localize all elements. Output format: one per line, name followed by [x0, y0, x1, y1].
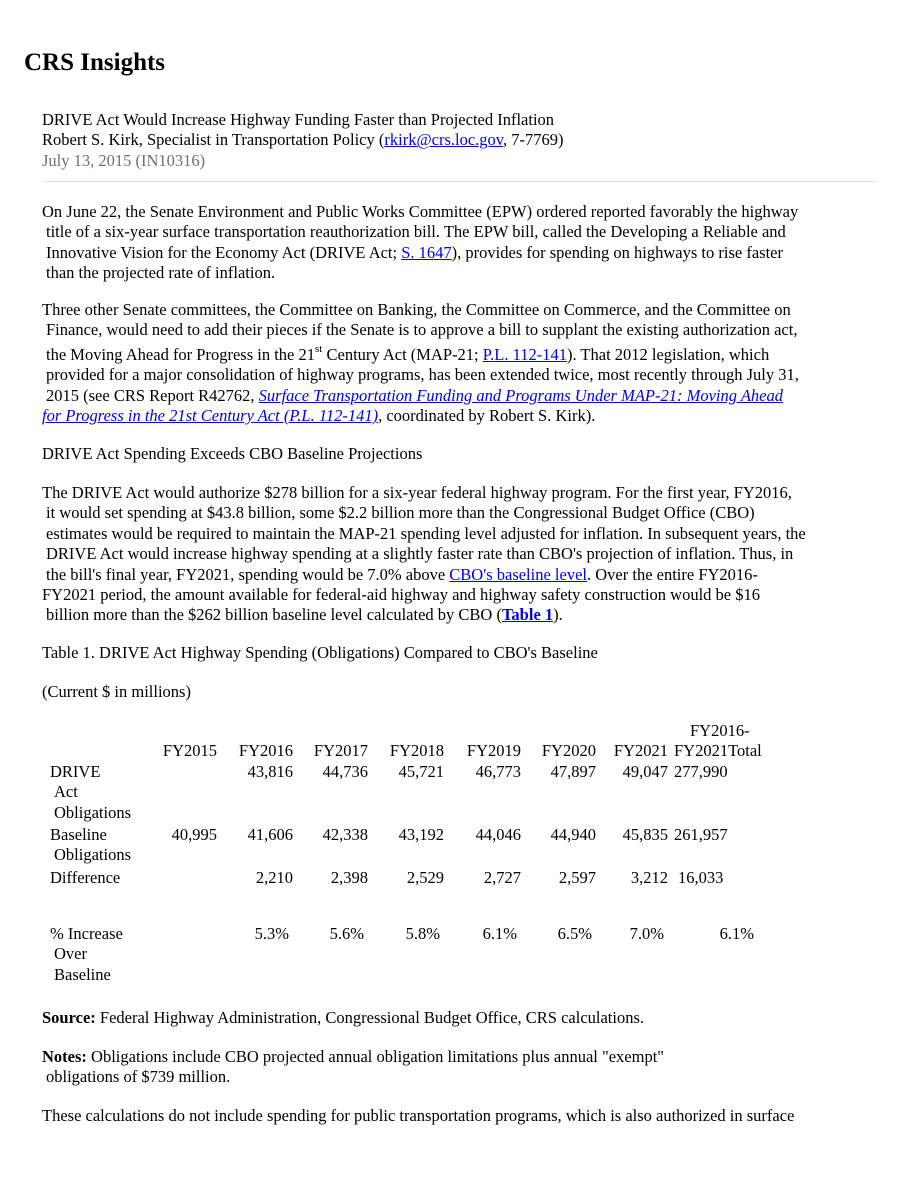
- p3-line: [42, 605, 887, 625]
- p2-text: , coordinated by Robert S. Kirk).: [378, 406, 596, 426]
- section-heading: DRIVE Act Spending Exceeds CBO Baseline Projections: [42, 444, 423, 463]
- p1-line: On June 22, the Senate Environment and Public Works Committee (EPW) ordered reported favorably the highway: [42, 202, 799, 221]
- table-cell: 45,835: [622, 825, 668, 845]
- notes-line: [42, 1047, 887, 1067]
- column-header: FY2021: [613, 741, 668, 761]
- table-cell: 43,816: [247, 761, 293, 781]
- total-cell: 261,957: [674, 825, 728, 845]
- table-row: [42, 823, 774, 866]
- table-cell: 40,995: [171, 825, 217, 845]
- row-label-line: DRIVE: [50, 761, 101, 781]
- table-cell: 5.3%: [254, 923, 289, 943]
- p1-text: ), provides for spending on highways to rise faster: [451, 242, 783, 262]
- p1-line: [42, 243, 887, 263]
- table-cell: 44,940: [550, 825, 596, 845]
- row-label-line: Obligations: [54, 802, 131, 822]
- table-cell: 44,736: [322, 761, 368, 781]
- table-cell: [150, 924, 217, 985]
- column-header: FY2015: [162, 741, 217, 761]
- table-cell: 42,338: [322, 825, 368, 845]
- paragraph-3: [42, 483, 887, 626]
- article-header: [42, 110, 882, 171]
- total-header-line: FY2016-: [690, 721, 750, 740]
- total-header-line: FY2021Total: [674, 741, 762, 761]
- header-empty: [42, 721, 150, 762]
- p3-text: the bill's final year, FY2021, spending would be 7.0% above: [46, 564, 450, 584]
- paragraph-last: These calculations do not include spending for public transportation programs, which is also authorized in surface: [42, 1106, 795, 1125]
- notes-text: Obligations include CBO projected annual obligation limitations plus annual "exempt": [86, 1047, 665, 1066]
- table-cell: 47,897: [550, 761, 596, 781]
- source-text: Federal Highway Administration, Congressional Budget Office, CRS calculations.: [95, 1008, 645, 1027]
- table-header-row: [42, 721, 774, 762]
- p2-line: [42, 406, 887, 426]
- table-cell: 44,046: [475, 825, 521, 845]
- article-author: [42, 130, 882, 150]
- table-cell: 2,210: [255, 867, 293, 887]
- table-cell: 2,529: [406, 867, 444, 887]
- cbo-baseline-link[interactable]: CBO's baseline level: [449, 564, 587, 584]
- table-cell: 2,398: [330, 867, 368, 887]
- table-cell: 46,773: [475, 761, 521, 781]
- p3-line: FY2021 period, the amount available for federal-aid highway and highway safety construction would be $16: [42, 585, 761, 605]
- p2-line: [42, 386, 887, 406]
- spending-table: [42, 721, 774, 985]
- pl-112-141-link[interactable]: P.L. 112-141: [482, 344, 567, 364]
- table-cell: 2,727: [483, 867, 521, 887]
- row-label-line: Over: [54, 944, 87, 964]
- site-title: CRS Insights: [24, 49, 166, 76]
- p3-line: it would set spending at $43.8 billion, some $2.2 billion more than the Congressional Budget Office (CBO): [46, 503, 755, 523]
- table-cell: [150, 762, 217, 823]
- row-label: [42, 823, 150, 866]
- author-text: Robert S. Kirk, Specialist in Transportation Policy (: [42, 130, 385, 150]
- p2-line: provided for a major consolidation of highway programs, has been extended twice, most recently through July 31,: [46, 365, 799, 385]
- p3-text: ).: [553, 605, 563, 625]
- author-email-link[interactable]: rkirk@crs.loc.gov: [384, 130, 503, 150]
- crs-report-link[interactable]: Surface Transportation Funding and Programs Under MAP-21: Moving Ahead: [258, 385, 783, 405]
- table-caption: Table 1. DRIVE Act Highway Spending (Obligations) Compared to CBO's Baseline: [42, 643, 598, 662]
- p1-text: Innovative Vision for the Economy Act (DRIVE Act;: [46, 242, 402, 262]
- table-cell: 5.6%: [329, 923, 364, 943]
- author-phone: , 7-7769): [502, 130, 564, 150]
- p3-text: billion more than the $262 billion baseline level calculated by CBO (: [46, 605, 502, 625]
- table-cell: 6.1%: [482, 923, 517, 943]
- table-1-link[interactable]: Table 1: [501, 605, 554, 625]
- notes-label: Notes:: [42, 1047, 87, 1066]
- column-header: FY2016: [238, 741, 293, 761]
- row-label-line: Difference: [50, 867, 121, 887]
- table-row: [42, 762, 774, 823]
- row-label: [42, 762, 150, 823]
- table-cell: 3,212: [630, 867, 668, 887]
- column-header: FY2019: [466, 741, 521, 761]
- header-divider: [42, 181, 878, 182]
- notes: [42, 1047, 887, 1088]
- total-cell: 16,033: [678, 867, 724, 887]
- p3-text: . Over the entire FY2016-: [587, 564, 758, 584]
- p1-line: title of a six-year surface transportation reauthorization bill. The EPW bill, called the Developing a Reliable and: [46, 222, 786, 242]
- table-row: [42, 866, 774, 924]
- row-label: [42, 866, 150, 924]
- p2-line: Three other Senate committees, the Committee on Banking, the Committee on Commerce, and the Committee on: [42, 300, 791, 319]
- table-cell: 41,606: [247, 825, 293, 845]
- paragraph-2: [42, 300, 887, 426]
- row-label-line: Act: [54, 782, 78, 802]
- article-title: DRIVE Act Would Increase Highway Funding Faster than Projected Inflation: [42, 110, 555, 129]
- total-cell: 6.1%: [719, 923, 754, 943]
- column-header: FY2017: [313, 741, 368, 761]
- table-cell: 7.0%: [629, 923, 664, 943]
- p3-line: estimates would be required to maintain the MAP-21 spending level adjusted for inflation. In subsequent years, the: [46, 523, 806, 543]
- table-row: [42, 924, 774, 985]
- column-header: FY2020: [541, 741, 596, 761]
- paragraph-1: [42, 202, 887, 284]
- p3-line: The DRIVE Act would authorize $278 billion for a six-year federal highway program. For the first year, FY2016,: [42, 483, 792, 502]
- p2-text: Century Act (MAP-21;: [322, 344, 483, 364]
- p3-line: [42, 565, 887, 585]
- superscript-st: st: [315, 343, 323, 356]
- p1-line: than the projected rate of inflation.: [46, 263, 276, 283]
- p2-text: the Moving Ahead for Progress in the 21: [46, 344, 316, 364]
- total-cell: 277,990: [674, 761, 728, 781]
- crs-report-link-cont[interactable]: for Progress in the 21st Century Act (P.L. 112-141): [42, 406, 379, 426]
- table-cell: 5.8%: [405, 923, 440, 943]
- row-label-line: Baseline: [50, 825, 107, 845]
- source-label: Source:: [42, 1008, 96, 1027]
- p2-text: ). That 2012 legislation, which: [566, 344, 770, 364]
- row-label: [42, 924, 150, 985]
- row-label-line: Obligations: [54, 845, 131, 865]
- column-header: FY2018: [389, 741, 444, 761]
- row-label-line: Baseline: [54, 964, 111, 984]
- table-cell: 45,721: [398, 761, 444, 781]
- p2-line: Finance, would need to add their pieces if the Senate is to approve a bill to supplant the existing authorization act,: [46, 320, 798, 340]
- table-cell: 49,047: [622, 761, 668, 781]
- table-cell: 6.5%: [557, 923, 592, 943]
- p2-line: [42, 345, 887, 365]
- table-units: (Current $ in millions): [42, 682, 191, 701]
- source-note: [42, 1008, 887, 1028]
- s1647-link[interactable]: S. 1647: [401, 242, 452, 262]
- p3-line: DRIVE Act would increase highway spending at a slightly faster rate than CBO's projection of inflation. Thus, in: [46, 544, 794, 564]
- row-label-line: % Increase: [50, 923, 123, 943]
- table-cell: 43,192: [398, 825, 444, 845]
- table-cell: [150, 866, 217, 924]
- total-column-header: [668, 721, 774, 762]
- article-date: July 13, 2015 (IN10316): [42, 150, 206, 170]
- p2-text: 2015 (see CRS Report R42762,: [46, 385, 259, 405]
- notes-line: obligations of $739 million.: [46, 1067, 231, 1087]
- table-cell: 2,597: [558, 867, 596, 887]
